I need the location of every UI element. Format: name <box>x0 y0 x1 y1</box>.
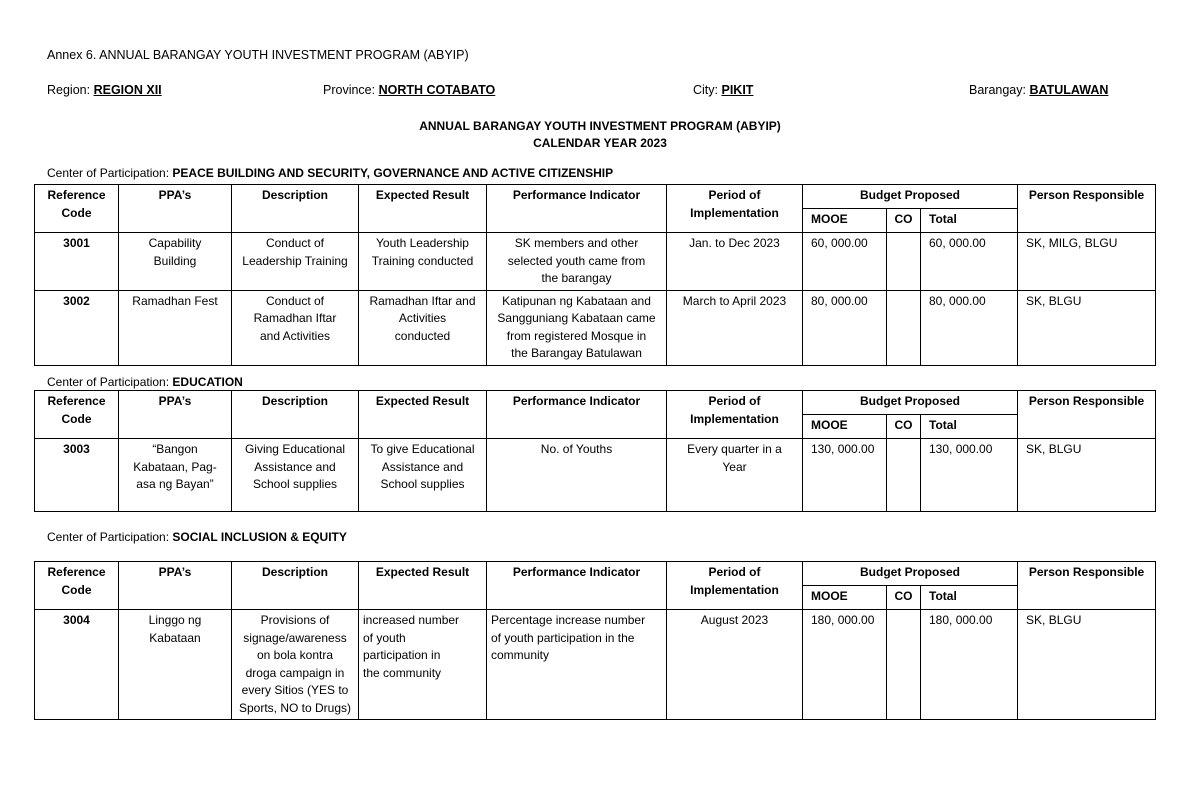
cell-line: Sports, NO to Drugs) <box>238 700 352 715</box>
cell-line: Activities <box>398 311 447 325</box>
header-text: Code <box>61 582 92 597</box>
header-text: Description <box>261 394 328 408</box>
cell-line: selected youth came from <box>507 253 646 268</box>
header-text: Period of <box>708 394 761 408</box>
cell-line: Training conducted <box>371 253 474 268</box>
header-person-responsible <box>1018 562 1156 610</box>
cell-line: the barangay <box>541 271 612 285</box>
region-label: Region: <box>47 83 91 97</box>
header-ppa <box>119 185 232 233</box>
header-expected-result <box>359 185 487 233</box>
cell-line: March to April 2023 <box>682 293 787 308</box>
header-total <box>921 586 1018 610</box>
cell-line: Youth Leadership <box>376 236 469 250</box>
city-label: City: <box>693 83 718 97</box>
header-text: Budget Proposed <box>860 188 961 202</box>
cell-line: Leadership Training <box>242 253 348 268</box>
expected-result-cell <box>359 439 487 512</box>
cell-line: participation in <box>363 648 441 662</box>
header-text: Person Responsible <box>1028 394 1145 408</box>
header-co <box>887 586 921 610</box>
header-period <box>667 562 803 610</box>
total-cell: 130, 000.00 <box>921 439 1018 512</box>
cop-value: PEACE BUILDING AND SECURITY, GOVERNANCE AND ACTIVE CITIZENSHIP <box>172 166 614 180</box>
table-row <box>35 233 1156 291</box>
cell-line: School supplies <box>380 477 465 491</box>
header-mooe <box>803 209 887 233</box>
cell-line: No. of Youths <box>540 442 613 456</box>
header-text: Performance Indicator <box>512 565 641 579</box>
cell-line: Assistance and <box>381 459 464 474</box>
header-text: MOOE <box>811 589 848 603</box>
cell-line: To give Educational <box>370 442 475 456</box>
description-cell <box>232 290 359 365</box>
header-ppa <box>119 391 232 439</box>
cell-line: Katipunan ng Kabataan and <box>502 293 651 308</box>
header-period <box>667 391 803 439</box>
cell-line: asa ng Bayan” <box>136 477 214 491</box>
person-responsible-cell: SK, BLGU <box>1018 439 1156 512</box>
header-text: Budget Proposed <box>860 565 961 579</box>
header-text: Description <box>261 188 328 202</box>
header-text: MOOE <box>811 418 848 432</box>
cell-line: School supplies <box>252 477 338 491</box>
center-of-participation <box>47 530 347 544</box>
region-value: REGION XII <box>93 83 162 97</box>
cop-label: Center of Participation: <box>47 375 170 389</box>
city-value: PIKIT <box>721 83 754 97</box>
period-cell <box>667 439 803 512</box>
cell-line: of youth <box>363 630 406 645</box>
header-text: Code <box>61 411 92 426</box>
person-responsible-cell: SK, MILG, BLGU <box>1018 233 1156 291</box>
document-title: ANNUAL BARANGAY YOUTH INVESTMENT PROGRAM (ABYIP) <box>419 119 781 133</box>
cell-line: Assistance and <box>254 459 336 474</box>
cell-line: Sangguniang Kabataan came <box>497 311 656 325</box>
header-text: Performance Indicator <box>512 188 641 202</box>
abyip-table <box>34 390 1156 512</box>
header-person-responsible <box>1018 391 1156 439</box>
total-cell: 60, 000.00 <box>921 233 1018 291</box>
expected-result-cell <box>359 290 487 365</box>
header-mooe <box>803 586 887 610</box>
header-text: Expected Result <box>375 565 470 579</box>
header-text: Code <box>61 205 92 220</box>
total-cell: 180, 000.00 <box>921 610 1018 720</box>
header-text: Total <box>929 589 957 603</box>
header-performance-indicator <box>487 562 667 610</box>
cell-line: Jan. to Dec 2023 <box>689 236 780 250</box>
cop-value: EDUCATION <box>172 375 243 389</box>
cell-line: Capability <box>148 236 202 250</box>
cell-line: “Bangon <box>152 442 198 456</box>
cell-line: Giving Educational <box>244 442 346 456</box>
header-text: Total <box>929 212 957 226</box>
barangay-label: Barangay: <box>969 83 1026 97</box>
header-performance-indicator <box>487 391 667 439</box>
description-cell <box>232 610 359 720</box>
ppa-cell <box>119 233 232 291</box>
barangay-value: BATULAWAN <box>1029 83 1109 97</box>
cop-value: SOCIAL INCLUSION & EQUITY <box>172 530 347 544</box>
cell-line: signage/awareness <box>243 630 347 645</box>
cell-line: Conduct of <box>265 293 325 308</box>
reference-code-cell: 3003 <box>35 439 119 512</box>
cell-line: of youth participation in the <box>491 630 635 645</box>
cell-line: community <box>491 648 550 662</box>
mooe-cell: 80, 000.00 <box>803 290 887 365</box>
annex-title: Annex 6. ANNUAL BARANGAY YOUTH INVESTMENT PROGRAM (ABYIP) <box>47 48 469 62</box>
header-co <box>887 415 921 439</box>
cell-line: Ramadhan Iftar and <box>369 293 476 308</box>
cell-line: and Activities <box>259 328 331 343</box>
header-text: Description <box>261 565 328 579</box>
ppa-cell <box>119 290 232 365</box>
header-text: Budget Proposed <box>860 394 961 408</box>
center-of-participation <box>47 375 243 389</box>
cop-label: Center of Participation: <box>47 166 170 180</box>
header-text: Reference <box>47 565 106 579</box>
city-field <box>693 83 753 97</box>
description-cell <box>232 233 359 291</box>
performance-indicator-cell <box>487 233 667 291</box>
header-budget-proposed <box>803 562 1018 586</box>
cell-line: Conduct of <box>265 236 325 250</box>
performance-indicator-cell <box>487 439 667 512</box>
header-total <box>921 415 1018 439</box>
co-cell <box>887 439 921 512</box>
header-row <box>35 562 1156 586</box>
barangay-field <box>969 83 1108 97</box>
header-text: MOOE <box>811 212 848 226</box>
cell-line: SK members and other <box>514 236 639 250</box>
province-label: Province: <box>323 83 376 97</box>
header-budget-proposed <box>803 391 1018 415</box>
reference-code-cell: 3004 <box>35 610 119 720</box>
co-cell <box>887 610 921 720</box>
cell-line: increased number <box>363 613 460 627</box>
header-text: Implementation <box>690 582 779 597</box>
header-person-responsible <box>1018 185 1156 233</box>
cell-line: on bola kontra <box>256 648 334 662</box>
expected-result-cell <box>359 610 487 720</box>
cell-line: Building <box>153 253 197 268</box>
ppa-cell <box>119 439 232 512</box>
table-row <box>35 439 1156 512</box>
mooe-cell: 130, 000.00 <box>803 439 887 512</box>
header-ppa <box>119 562 232 610</box>
cell-line: Year <box>722 459 747 474</box>
cell-line: Provisions of <box>260 613 330 627</box>
header-text: Period of <box>708 188 761 202</box>
center-of-participation <box>47 166 613 180</box>
cell-line: Kabataan, Pag- <box>133 459 217 474</box>
document-subtitle: CALENDAR YEAR 2023 <box>533 136 667 150</box>
header-row <box>35 391 1156 415</box>
header-description <box>232 391 359 439</box>
reference-code-cell: 3001 <box>35 233 119 291</box>
header-text: Expected Result <box>375 394 470 408</box>
description-cell <box>232 439 359 512</box>
expected-result-cell <box>359 233 487 291</box>
mooe-cell: 180, 000.00 <box>803 610 887 720</box>
period-cell <box>667 233 803 291</box>
table-row <box>35 290 1156 365</box>
header-text: CO <box>894 212 913 226</box>
header-row <box>35 185 1156 209</box>
header-text: Period of <box>708 565 761 579</box>
header-text: Implementation <box>690 205 779 220</box>
period-cell <box>667 290 803 365</box>
reference-code-cell: 3002 <box>35 290 119 365</box>
header-period <box>667 185 803 233</box>
cell-line: Linggo ng <box>148 613 202 627</box>
header-reference-code <box>35 185 119 233</box>
performance-indicator-cell <box>487 290 667 365</box>
region-field <box>47 83 162 97</box>
cell-line: Ramadhan Iftar <box>253 311 337 325</box>
header-text: Expected Result <box>375 188 470 202</box>
header-text: PPA’s <box>158 394 192 408</box>
cell-line: the community <box>363 665 442 680</box>
cell-line: from registered Mosque in <box>506 328 647 343</box>
header-total <box>921 209 1018 233</box>
period-cell <box>667 610 803 720</box>
total-cell: 80, 000.00 <box>921 290 1018 365</box>
header-text: Performance Indicator <box>512 394 641 408</box>
person-responsible-cell: SK, BLGU <box>1018 610 1156 720</box>
cell-line: Percentage increase number <box>491 613 646 627</box>
abyip-table <box>34 561 1156 720</box>
header-text: PPA’s <box>158 565 192 579</box>
header-co <box>887 209 921 233</box>
header-text: CO <box>894 418 913 432</box>
cell-line: Kabataan <box>149 630 201 645</box>
header-text: Reference <box>47 394 106 408</box>
abyip-table <box>34 184 1156 366</box>
header-reference-code <box>35 391 119 439</box>
cell-line: Every quarter in a <box>687 442 782 456</box>
header-text: CO <box>894 589 913 603</box>
cop-label: Center of Participation: <box>47 530 170 544</box>
cell-line: every Sitios (YES to <box>241 683 349 697</box>
performance-indicator-cell <box>487 610 667 720</box>
header-reference-code <box>35 562 119 610</box>
cell-line: Ramadhan Fest <box>132 293 218 308</box>
header-description <box>232 185 359 233</box>
header-text: Reference <box>47 188 106 202</box>
header-text: Person Responsible <box>1028 565 1145 579</box>
cell-line: August 2023 <box>700 613 769 627</box>
header-text: Total <box>929 418 957 432</box>
person-responsible-cell: SK, BLGU <box>1018 290 1156 365</box>
province-value: NORTH COTABATO <box>378 83 496 97</box>
mooe-cell: 60, 000.00 <box>803 233 887 291</box>
header-text: Implementation <box>690 411 779 426</box>
cell-line: the Barangay Batulawan <box>511 346 642 360</box>
header-text: PPA’s <box>158 188 192 202</box>
header-text: Person Responsible <box>1028 188 1145 202</box>
header-expected-result <box>359 562 487 610</box>
cell-line: conducted <box>394 328 451 343</box>
ppa-cell <box>119 610 232 720</box>
header-mooe <box>803 415 887 439</box>
header-performance-indicator <box>487 185 667 233</box>
province-field <box>323 83 495 97</box>
header-description <box>232 562 359 610</box>
co-cell <box>887 290 921 365</box>
header-budget-proposed <box>803 185 1018 209</box>
header-expected-result <box>359 391 487 439</box>
cell-line: droga campaign in <box>245 665 345 680</box>
table-row <box>35 610 1156 720</box>
co-cell <box>887 233 921 291</box>
